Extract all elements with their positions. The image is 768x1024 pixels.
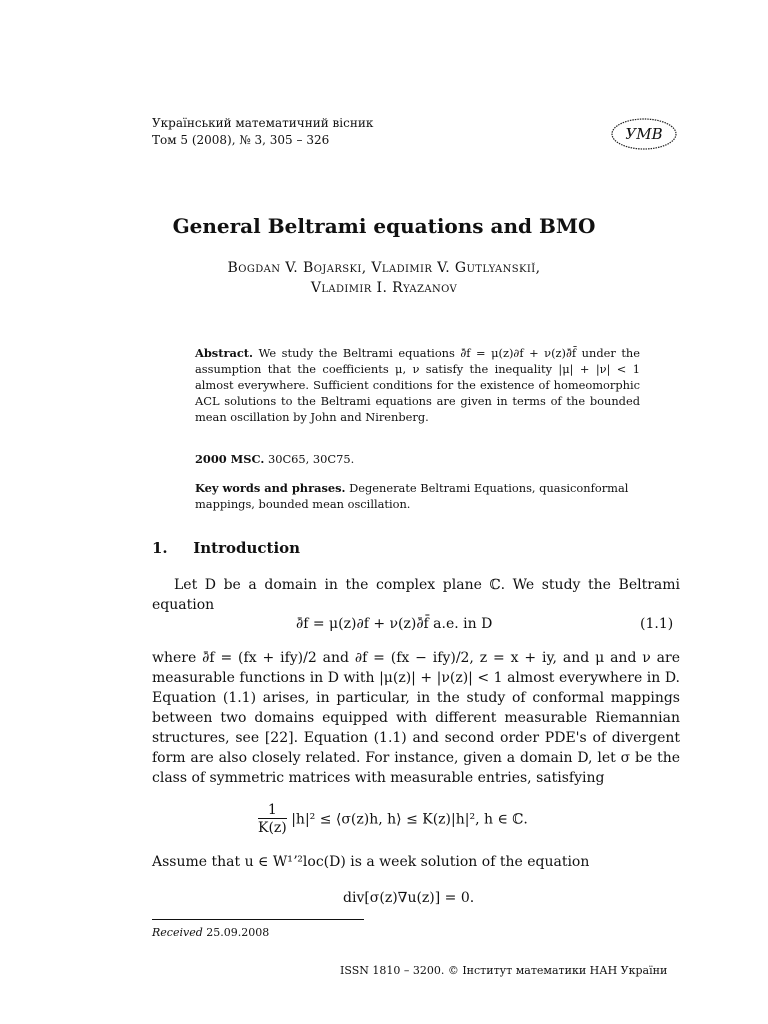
section-title: Introduction xyxy=(193,539,301,557)
equation-2 xyxy=(258,802,528,837)
journal-name: Український математичний вісник xyxy=(152,116,374,130)
section-number: 1. xyxy=(152,539,168,557)
abstract xyxy=(195,345,640,425)
equation-3: div[σ(z)∇u(z)] = 0. xyxy=(343,890,475,906)
equation-2-fraction xyxy=(258,802,287,837)
authors-line-2: Vladimir I. Ryazanov xyxy=(310,280,458,296)
equation-1-1-number: (1.1) xyxy=(640,616,674,632)
journal-logo xyxy=(610,117,678,151)
authors xyxy=(0,258,768,298)
keywords-text: Degenerate Beltrami Equations, quasiconformal mappings, bounded mean oscillation. xyxy=(195,481,629,511)
equation-2-rest: |h|² ≤ ⟨σ(z)h, h⟩ ≤ K(z)|h|², h ∈ ℂ. xyxy=(291,811,528,828)
section-heading xyxy=(152,539,300,557)
equation-2-numerator: 1 xyxy=(258,802,287,819)
received-label: Received xyxy=(152,926,203,939)
abstract-label: Abstract. xyxy=(195,346,254,360)
received-date: 25.09.2008 xyxy=(206,926,270,939)
msc-text: 30C65, 30C75. xyxy=(267,452,355,466)
paper-title: General Beltrami equations and BMO xyxy=(172,214,596,238)
page-footer: ISSN 1810 – 3200. © Інститут математики НАН України xyxy=(340,964,668,977)
journal-logo-text: УМВ xyxy=(625,125,663,143)
equation-1-1: ∂̄f = μ(z)∂f + ν(z)∂̄f̄ a.e. in D xyxy=(296,616,493,632)
journal-header xyxy=(152,115,373,149)
paragraph-3: Assume that u ∈ W¹ʼ²loc(D) is a week solution of the equation xyxy=(152,854,590,870)
authors-line-1: Bogdan V. Bojarski, Vladimir V. Gutlyanskiĭ, xyxy=(227,260,541,276)
journal-volume: Том 5 (2008), № 3, 305 – 326 xyxy=(152,133,330,147)
keywords-label: Key words and phrases. xyxy=(195,481,346,495)
received-note xyxy=(152,926,269,939)
paragraph-1: Let D be a domain in the complex plane ℂ. We study the Beltrami equation xyxy=(152,577,680,613)
abstract-text: We study the Beltrami equations ∂̄f = μ(z)∂f + ν(z)∂̄f̄ under the assumption that the coefficients μ, ν satisfy the inequality |μ| + |ν| < 1 almost everywhere. Sufficient conditions for the existence of homeomorphic ACL solutions to the Beltrami equations are given in terms of the bounded mean oscillation by John and Nirenberg. xyxy=(195,346,640,424)
paragraph-2: where ∂̄f = (fx + ify)/2 and ∂f = (fx − ify)/2, z = x + iy, and μ and ν are measurable functions in D with |μ(z)| + |ν(z)| < 1 almost everywhere in D. Equation (1.1) arises, in particular, in the study of conformal mappings between two domains equipped with different measurable Riemannian structures, see [22]. Equation (1.1) and second order PDE's of divergent form are also closely related. For instance, given a domain D, let σ be the class of symmetric matrices with measurable entries, satisfying xyxy=(152,650,680,786)
msc-label: 2000 MSC. xyxy=(195,452,265,466)
equation-2-denominator: K(z) xyxy=(258,820,287,836)
msc xyxy=(195,452,354,466)
footnote-rule xyxy=(152,919,364,920)
keywords xyxy=(195,480,640,512)
